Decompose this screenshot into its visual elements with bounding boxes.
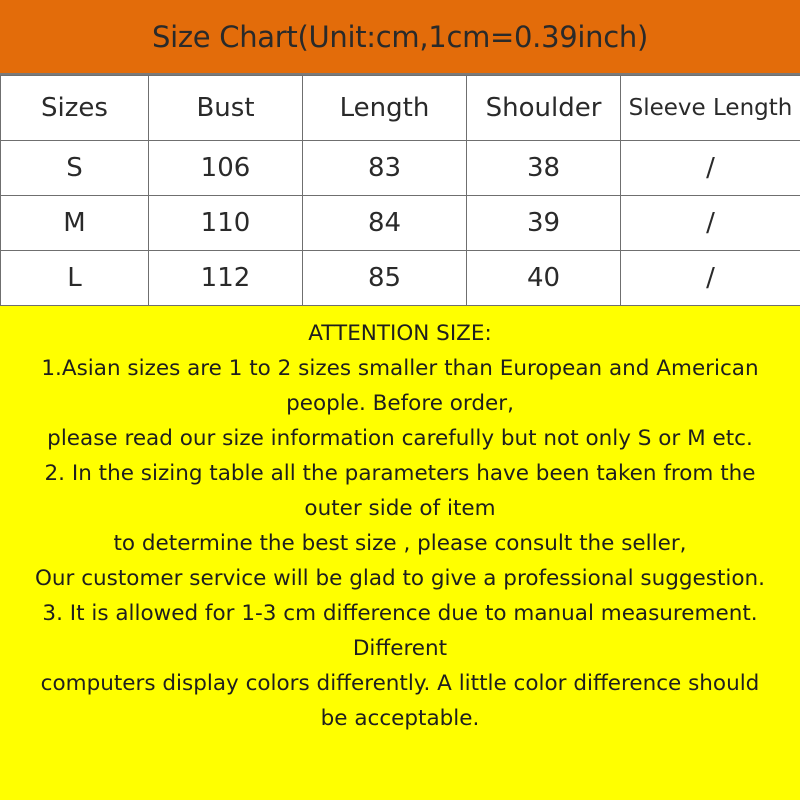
notice-line: people. Before order, xyxy=(286,391,514,416)
cell-sleeve-length: / xyxy=(621,141,800,196)
notice-line: computers display colors differently. A little color difference should xyxy=(40,671,760,696)
cell-bust: 110 xyxy=(149,196,303,251)
table-row xyxy=(1,196,800,251)
header-length: Length xyxy=(303,76,467,141)
size-table xyxy=(0,75,800,306)
cell-shoulder: 38 xyxy=(467,141,621,196)
cell-shoulder: 39 xyxy=(467,196,621,251)
cell-size: M xyxy=(1,196,149,251)
notice-heading: ATTENTION SIZE: xyxy=(308,321,492,346)
cell-sleeve-length: / xyxy=(621,251,800,306)
cell-bust: 112 xyxy=(149,251,303,306)
header-bust: Bust xyxy=(149,76,303,141)
notice-line: Different xyxy=(352,636,448,661)
notice-line: to determine the best size , please consult the seller, xyxy=(113,531,687,556)
header-sizes: Sizes xyxy=(1,76,149,141)
header-sleeve-length: Sleeve Length xyxy=(621,76,800,141)
cell-length: 84 xyxy=(303,196,467,251)
notice-line: outer side of item xyxy=(304,496,496,521)
notice-line: 2. In the sizing table all the parameters have been taken from the xyxy=(44,461,756,486)
table-row xyxy=(1,251,800,306)
size-chart-title: Size Chart(Unit:cm,1cm=0.39inch) xyxy=(0,0,800,75)
attention-notice xyxy=(0,305,800,800)
table-row xyxy=(1,141,800,196)
cell-size: L xyxy=(1,251,149,306)
notice-line: Our customer service will be glad to give a professional suggestion. xyxy=(35,566,765,591)
cell-shoulder: 40 xyxy=(467,251,621,306)
cell-length: 83 xyxy=(303,141,467,196)
cell-size: S xyxy=(1,141,149,196)
cell-bust: 106 xyxy=(149,141,303,196)
cell-sleeve-length: / xyxy=(621,196,800,251)
notice-line: 3. It is allowed for 1-3 cm difference due to manual measurement. xyxy=(42,601,758,626)
notice-line: please read our size information carefully but not only S or M etc. xyxy=(47,426,753,451)
cell-length: 85 xyxy=(303,251,467,306)
table-header-row xyxy=(1,76,800,141)
notice-line: 1.Asian sizes are 1 to 2 sizes smaller than European and American xyxy=(41,356,759,381)
notice-line: be acceptable. xyxy=(320,706,480,731)
header-shoulder: Shoulder xyxy=(467,76,621,141)
